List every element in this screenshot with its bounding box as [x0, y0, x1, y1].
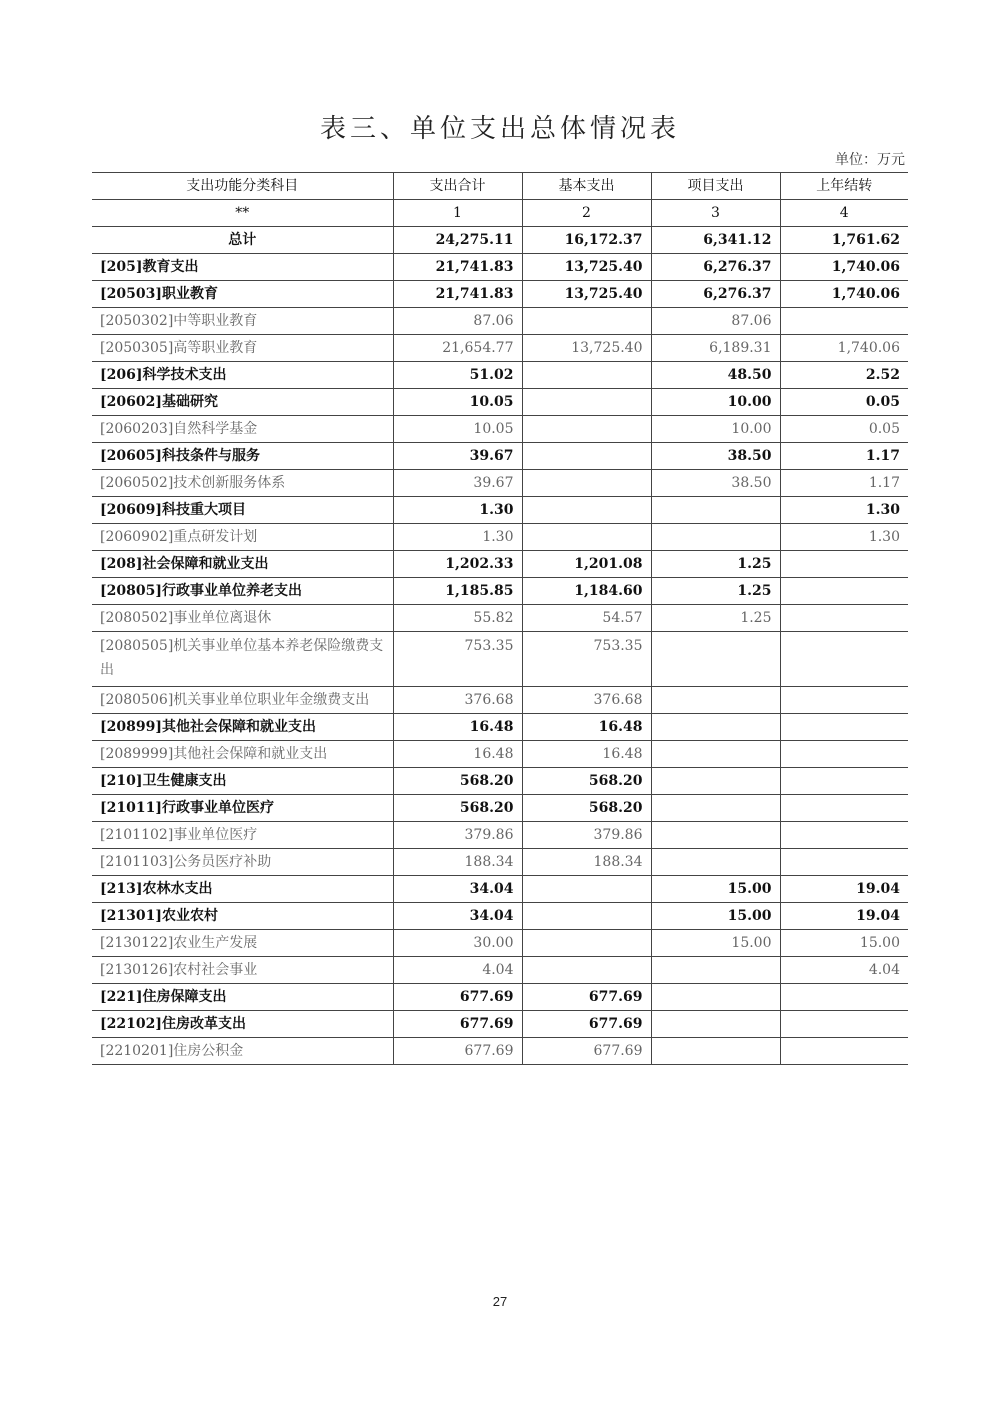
table-row: [92, 714, 908, 741]
unit-label: 单位：万元: [835, 152, 905, 168]
project-cell: [651, 849, 780, 876]
page-title: 表三、单位支出总体情况表: [319, 114, 680, 144]
basic-cell: 568.20: [522, 768, 651, 795]
header-basic: 基本支出: [522, 173, 651, 200]
project-cell: 87.06: [651, 308, 780, 335]
total-cell: 39.67: [393, 470, 522, 497]
basic-cell: [522, 308, 651, 335]
category-cell: [20609]科技重大项目: [92, 497, 393, 524]
total-cell: 24,275.11: [393, 227, 522, 254]
carryover-cell: 1,740.06: [780, 254, 908, 281]
category-cell: [2080502]事业单位离退休: [92, 605, 393, 632]
table-row: [92, 605, 908, 632]
carryover-cell: 1,740.06: [780, 281, 908, 308]
total-cell: 39.67: [393, 443, 522, 470]
basic-cell: 16.48: [522, 741, 651, 768]
basic-cell: 568.20: [522, 795, 651, 822]
total-cell: 1.30: [393, 524, 522, 551]
total-cell: 34.04: [393, 876, 522, 903]
project-cell: 10.00: [651, 389, 780, 416]
category-cell: [210]卫生健康支出: [92, 768, 393, 795]
project-cell: [651, 741, 780, 768]
total-cell: 21,654.77: [393, 335, 522, 362]
category-cell: [2050305]高等职业教育: [92, 335, 393, 362]
project-cell: [651, 822, 780, 849]
project-cell: 1.25: [651, 578, 780, 605]
basic-cell: 54.57: [522, 605, 651, 632]
category-cell: [20503]职业教育: [92, 281, 393, 308]
index-row: [92, 200, 908, 227]
total-cell: 10.05: [393, 416, 522, 443]
carryover-cell: 1.30: [780, 524, 908, 551]
basic-cell: 13,725.40: [522, 281, 651, 308]
table-row: [92, 849, 908, 876]
basic-cell: [522, 443, 651, 470]
total-cell: 376.68: [393, 687, 522, 714]
total-cell: 753.35: [393, 632, 522, 687]
total-cell: 188.34: [393, 849, 522, 876]
project-cell: [651, 632, 780, 687]
category-cell: [2080506]机关事业单位职业年金缴费支出: [92, 687, 393, 714]
index-cell: **: [92, 200, 393, 227]
basic-cell: 753.35: [522, 632, 651, 687]
carryover-cell: [780, 551, 908, 578]
index-cell: 3: [651, 200, 780, 227]
carryover-cell: [780, 714, 908, 741]
basic-cell: 16,172.37: [522, 227, 651, 254]
table-row: [92, 822, 908, 849]
carryover-cell: [780, 741, 908, 768]
carryover-cell: [780, 984, 908, 1011]
category-cell: [20899]其他社会保障和就业支出: [92, 714, 393, 741]
total-cell: 379.86: [393, 822, 522, 849]
index-cell: 1: [393, 200, 522, 227]
total-cell: 21,741.83: [393, 254, 522, 281]
carryover-cell: 15.00: [780, 930, 908, 957]
basic-cell: 376.68: [522, 687, 651, 714]
carryover-cell: 1.17: [780, 443, 908, 470]
total-cell: 1.30: [393, 497, 522, 524]
carryover-cell: [780, 605, 908, 632]
category-cell: [2060203]自然科学基金: [92, 416, 393, 443]
header-project: 项目支出: [651, 173, 780, 200]
header-carryover: 上年结转: [780, 173, 908, 200]
category-cell: [2130122]农业生产发展: [92, 930, 393, 957]
basic-cell: [522, 470, 651, 497]
total-cell: 1,185.85: [393, 578, 522, 605]
total-cell: 55.82: [393, 605, 522, 632]
project-cell: [651, 795, 780, 822]
table-row: [92, 1011, 908, 1038]
project-cell: 10.00: [651, 416, 780, 443]
table-row: [92, 308, 908, 335]
basic-cell: [522, 416, 651, 443]
basic-cell: 1,201.08: [522, 551, 651, 578]
total-cell: 10.05: [393, 389, 522, 416]
basic-cell: 13,725.40: [522, 335, 651, 362]
carryover-cell: [780, 795, 908, 822]
carryover-cell: [780, 578, 908, 605]
project-cell: [651, 984, 780, 1011]
index-cell: 2: [522, 200, 651, 227]
header-category: 支出功能分类科目: [92, 173, 393, 200]
category-cell: [221]住房保障支出: [92, 984, 393, 1011]
total-cell: 568.20: [393, 768, 522, 795]
basic-cell: [522, 876, 651, 903]
carryover-cell: 19.04: [780, 903, 908, 930]
table-row: [92, 984, 908, 1011]
project-cell: [651, 1011, 780, 1038]
category-cell: [206]科学技术支出: [92, 362, 393, 389]
basic-cell: [522, 930, 651, 957]
category-cell: [2050302]中等职业教育: [92, 308, 393, 335]
category-cell: [213]农林水支出: [92, 876, 393, 903]
carryover-cell: 0.05: [780, 389, 908, 416]
category-cell: [2210201]住房公积金: [92, 1038, 393, 1065]
table-row: [92, 335, 908, 362]
table-row: [92, 281, 908, 308]
carryover-cell: [780, 687, 908, 714]
table-row: [92, 768, 908, 795]
category-cell: [2060902]重点研发计划: [92, 524, 393, 551]
project-cell: 15.00: [651, 930, 780, 957]
total-cell: 677.69: [393, 1038, 522, 1065]
total-cell: 1,202.33: [393, 551, 522, 578]
index-cell: 4: [780, 200, 908, 227]
table-row: [92, 795, 908, 822]
expenditure-table: [92, 172, 908, 1065]
table-row: [92, 1038, 908, 1065]
carryover-cell: 1,761.62: [780, 227, 908, 254]
carryover-cell: [780, 1038, 908, 1065]
table-header-row: [92, 173, 908, 200]
total-cell: 677.69: [393, 1011, 522, 1038]
basic-cell: [522, 903, 651, 930]
table-row: [92, 254, 908, 281]
basic-cell: [522, 957, 651, 984]
category-cell: 总计: [92, 227, 393, 254]
category-cell: [22102]住房改革支出: [92, 1011, 393, 1038]
total-cell: 16.48: [393, 741, 522, 768]
carryover-cell: 1.17: [780, 470, 908, 497]
category-cell: [21301]农业农村: [92, 903, 393, 930]
page-number: 27: [492, 1294, 508, 1309]
basic-cell: [522, 362, 651, 389]
category-cell: [20602]基础研究: [92, 389, 393, 416]
category-cell: [20805]行政事业单位养老支出: [92, 578, 393, 605]
total-cell: 568.20: [393, 795, 522, 822]
basic-cell: 677.69: [522, 1038, 651, 1065]
table-row: [92, 632, 908, 687]
project-cell: [651, 768, 780, 795]
carryover-cell: [780, 632, 908, 687]
project-cell: 1.25: [651, 605, 780, 632]
basic-cell: 379.86: [522, 822, 651, 849]
table-row: [92, 957, 908, 984]
project-cell: [651, 687, 780, 714]
project-cell: 15.00: [651, 903, 780, 930]
project-cell: 15.00: [651, 876, 780, 903]
total-cell: 677.69: [393, 984, 522, 1011]
project-cell: [651, 714, 780, 741]
carryover-cell: 1,740.06: [780, 335, 908, 362]
table-row: [92, 227, 908, 254]
project-cell: [651, 957, 780, 984]
table-row: [92, 930, 908, 957]
basic-cell: [522, 497, 651, 524]
basic-cell: 677.69: [522, 1011, 651, 1038]
table-row: [92, 551, 908, 578]
carryover-cell: 1.30: [780, 497, 908, 524]
total-cell: 30.00: [393, 930, 522, 957]
header-total: 支出合计: [393, 173, 522, 200]
project-cell: [651, 1038, 780, 1065]
total-cell: 51.02: [393, 362, 522, 389]
category-cell: [205]教育支出: [92, 254, 393, 281]
carryover-cell: [780, 822, 908, 849]
table-row: [92, 389, 908, 416]
carryover-cell: [780, 1011, 908, 1038]
basic-cell: 188.34: [522, 849, 651, 876]
carryover-cell: 2.52: [780, 362, 908, 389]
project-cell: 6,189.31: [651, 335, 780, 362]
basic-cell: 1,184.60: [522, 578, 651, 605]
carryover-cell: 4.04: [780, 957, 908, 984]
project-cell: [651, 497, 780, 524]
basic-cell: 16.48: [522, 714, 651, 741]
category-cell: [2080505]机关事业单位基本养老保险缴费支出: [92, 632, 393, 687]
table-row: [92, 470, 908, 497]
category-cell: [2101103]公务员医疗补助: [92, 849, 393, 876]
project-cell: 38.50: [651, 470, 780, 497]
table-row: [92, 687, 908, 714]
total-cell: 4.04: [393, 957, 522, 984]
table-row: [92, 443, 908, 470]
category-cell: [2089999]其他社会保障和就业支出: [92, 741, 393, 768]
table-row: [92, 741, 908, 768]
project-cell: 6,276.37: [651, 254, 780, 281]
project-cell: 1.25: [651, 551, 780, 578]
basic-cell: 13,725.40: [522, 254, 651, 281]
basic-cell: 677.69: [522, 984, 651, 1011]
category-cell: [2101102]事业单位医疗: [92, 822, 393, 849]
total-cell: 21,741.83: [393, 281, 522, 308]
carryover-cell: 0.05: [780, 416, 908, 443]
category-cell: [2060502]技术创新服务体系: [92, 470, 393, 497]
table-row: [92, 903, 908, 930]
table-row: [92, 497, 908, 524]
carryover-cell: 19.04: [780, 876, 908, 903]
total-cell: 34.04: [393, 903, 522, 930]
category-cell: [20605]科技条件与服务: [92, 443, 393, 470]
project-cell: 6,341.12: [651, 227, 780, 254]
project-cell: 48.50: [651, 362, 780, 389]
basic-cell: [522, 389, 651, 416]
category-cell: [2130126]农村社会事业: [92, 957, 393, 984]
total-cell: 16.48: [393, 714, 522, 741]
table-row: [92, 876, 908, 903]
category-cell: [21011]行政事业单位医疗: [92, 795, 393, 822]
table-row: [92, 524, 908, 551]
carryover-cell: [780, 308, 908, 335]
carryover-cell: [780, 849, 908, 876]
table-row: [92, 416, 908, 443]
table-row: [92, 578, 908, 605]
project-cell: [651, 524, 780, 551]
project-cell: 38.50: [651, 443, 780, 470]
table-row: [92, 362, 908, 389]
carryover-cell: [780, 768, 908, 795]
category-cell: [208]社会保障和就业支出: [92, 551, 393, 578]
project-cell: 6,276.37: [651, 281, 780, 308]
basic-cell: [522, 524, 651, 551]
total-cell: 87.06: [393, 308, 522, 335]
